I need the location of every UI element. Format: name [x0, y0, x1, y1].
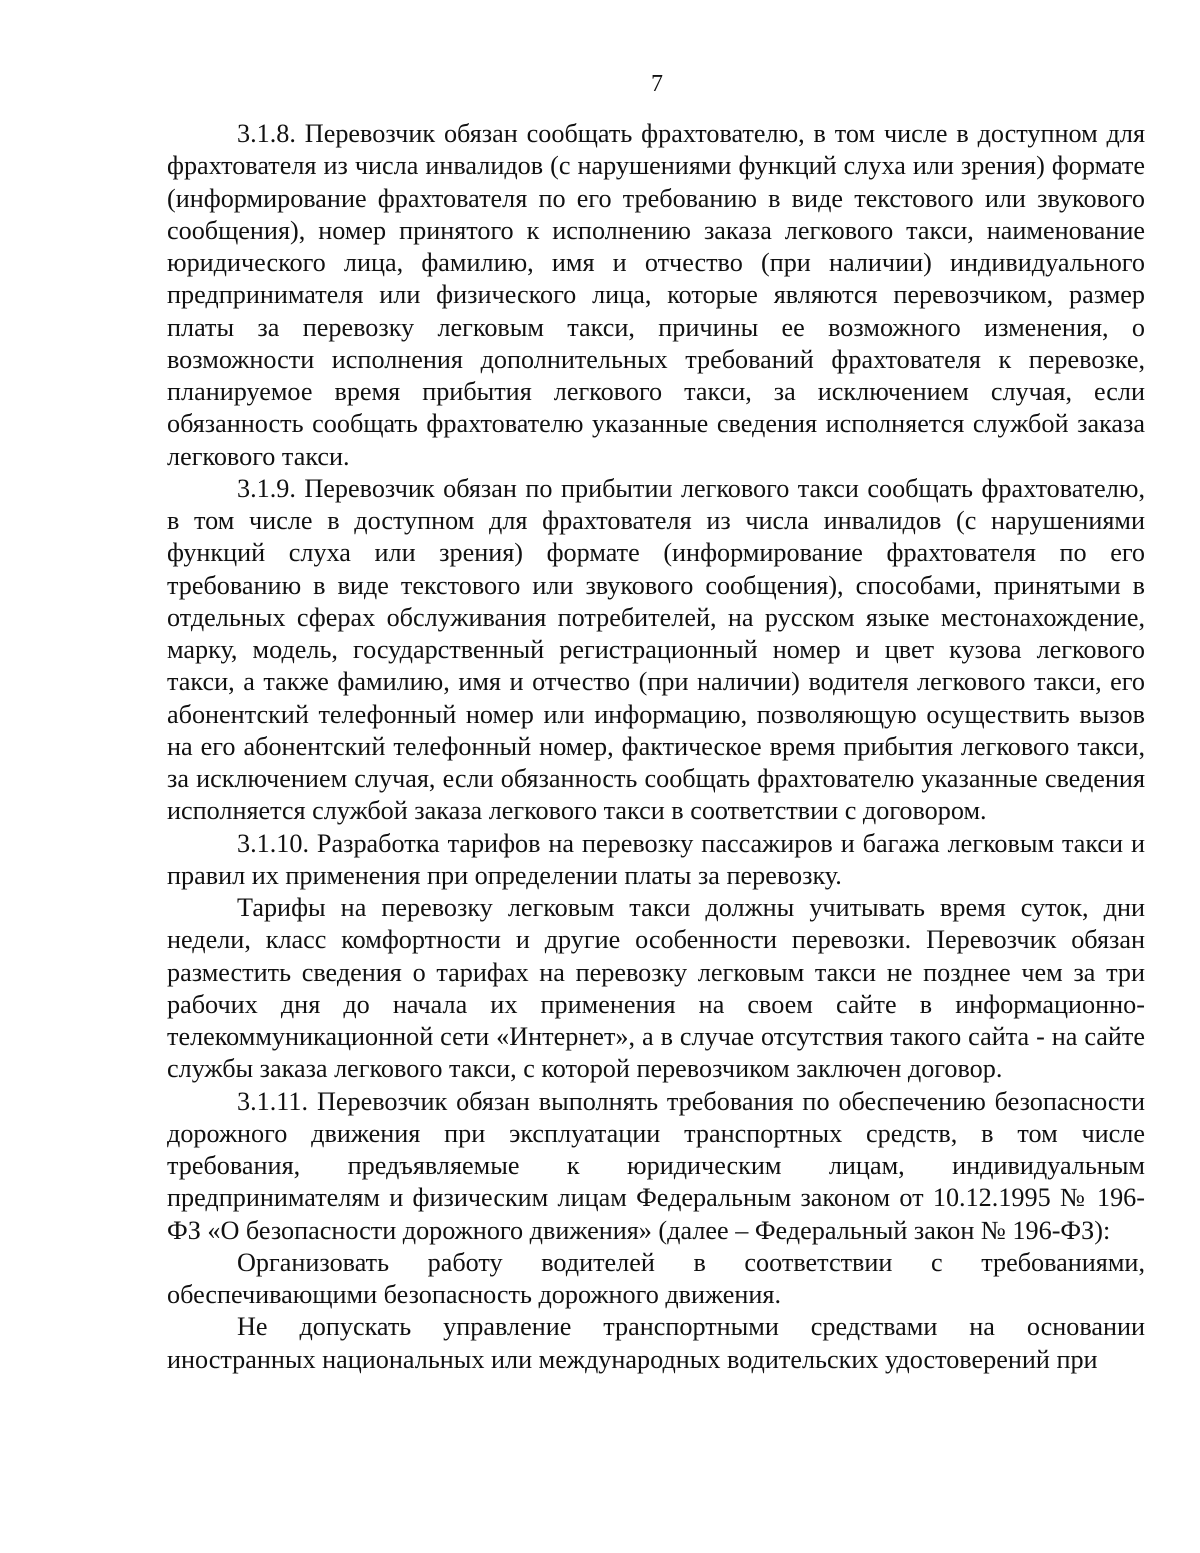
- paragraph-3-1-9: 3.1.9. Перевозчик обязан по прибытии легкового такси сообщать фрахтователю, в том числе в доступном для фрахтователя из числа инвалидов (с нарушениями функций слуха или зрения) формате (информирование фрахтователя по его требованию в виде текстового или звукового сообщения), способами, принятыми в отдельных сферах обслуживания потребителей, на русском языке местонахождение, марку, модель, государственный регистрационный номер и цвет кузова легкового такси, а также фамилию, имя и отчество (при наличии) водителя легкового такси, его абонентский телефонный номер или информацию, позволяющую осуществить вызов на его абонентский телефонный номер, фактическое время прибытия легкового такси, за исключением случая, если обязанность сообщать фрахтователю указанные сведения исполняется службой заказа легкового такси в соответствии с договором.: [167, 473, 1145, 826]
- paragraph-3-1-10: 3.1.10. Разработка тарифов на перевозку пассажиров и багажа легковым такси и правил их применения при определении платы за перевозку.: [167, 828, 1145, 890]
- paragraph-3-1-11: 3.1.11. Перевозчик обязан выполнять требования по обеспечению безопасности дорожного движения при эксплуатации транспортных средств, в том числе требования, предъявляемые к юридическим лицам, индивидуальным предпринимателям и физическим лицам Федеральным законом от 10.12.1995 № 196-ФЗ «О безопасности дорожного движения» (далее – Федеральный закон № 196-ФЗ):: [167, 1086, 1145, 1245]
- document-body: [167, 118, 1145, 1376]
- paragraph-foreign-licenses: Не допускать управление транспортными средствами на основании иностранных национальных или международных водительских удостоверений при: [167, 1312, 1145, 1374]
- paragraph-3-1-8: 3.1.8. Перевозчик обязан сообщать фрахтователю, в том числе в доступном для фрахтователя из числа инвалидов (с нарушениями функций слуха или зрения) формате (информирование фрахтователя по его требованию в виде текстового или звукового сообщения), номер принятого к исполнению заказа легкового такси, наименование юридического лица, фамилию, имя и отчество (при наличии) индивидуального предпринимателя или физического лица, которые являются перевозчиком, размер платы за перевозку легковым такси, причины ее возможного изменения, о возможности исполнения дополнительных требований фрахтователя к перевозке, планируемое время прибытия легкового такси, за исключением случая, если обязанность сообщать фрахтователю указанные сведения исполняется службой заказа легкового такси.: [167, 119, 1145, 471]
- page-number: 7: [651, 71, 663, 97]
- paragraph-tariffs: Тарифы на перевозку легковым такси должны учитывать время суток, дни недели, класс комфортности и другие особенности перевозки. Перевозчик обязан разместить сведения о тарифах на перевозку легковым такси не позднее чем за три рабочих дня до начала их применения на своем сайте в информационно-телекоммуникационной сети «Интернет», а в случае отсутствия такого сайта - на сайте службы заказа легкового такси, с которой перевозчиком заключен договор.: [167, 893, 1145, 1084]
- paragraph-organize-drivers: Организовать работу водителей в соответствии с требованиями, обеспечивающими безопасность дорожного движения.: [167, 1247, 1145, 1309]
